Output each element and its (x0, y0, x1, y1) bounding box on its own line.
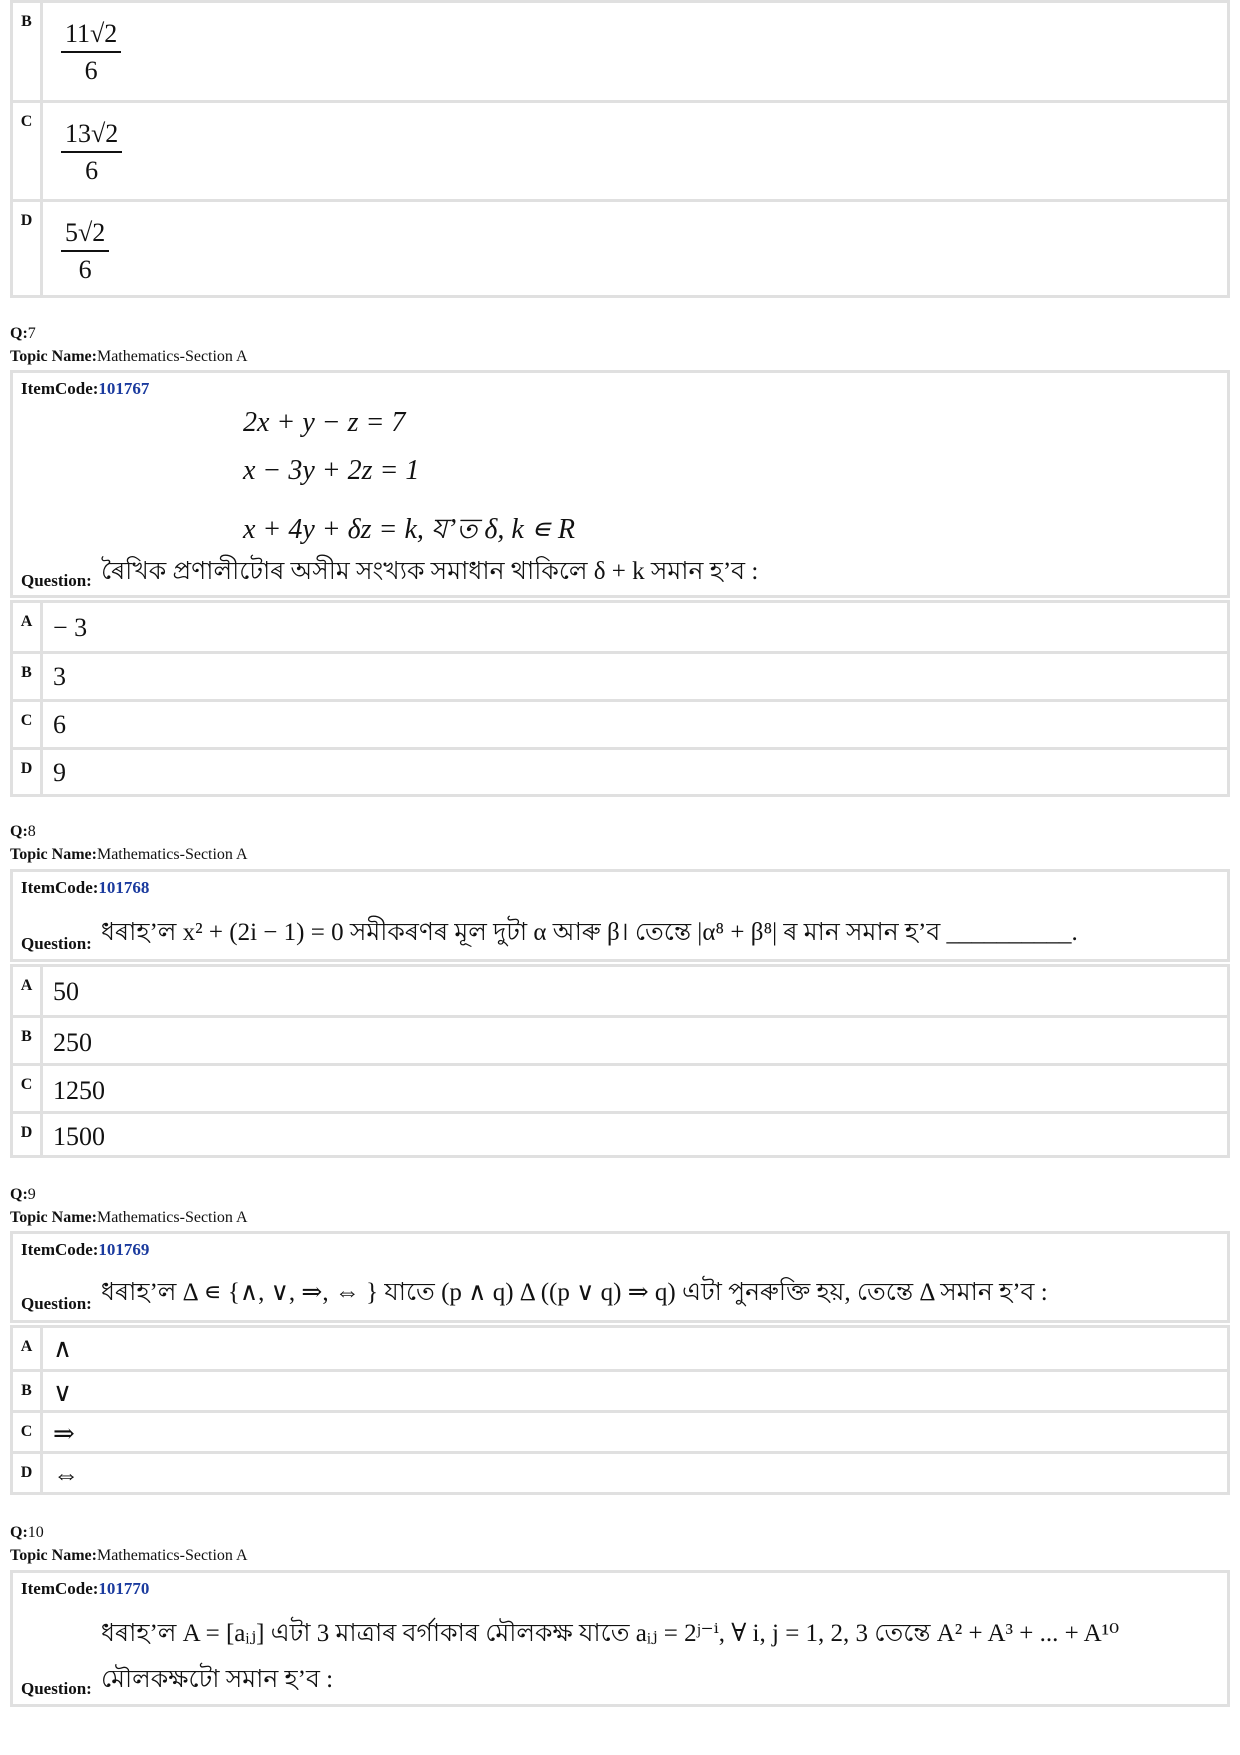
q6-option-d[interactable] (13, 199, 1227, 295)
option-b[interactable] (13, 1015, 1227, 1063)
topic-name: Topic Name:Mathematics-Section A (10, 1209, 248, 1226)
option-c[interactable] (13, 1410, 1227, 1451)
question-text-line-1: ধৰাহ’ল A = [aᵢⱼ] এটা 3 মাত্ৰাৰ বৰ্গাকাৰ মৌলকক্ষ যাতে aᵢⱼ = 2ʲ⁻ⁱ, ∀ i, j = 1, 2, 3 তেন্তে A² + A³ + ... + A¹⁰ (101, 1620, 1120, 1647)
equation-1: 2x + y − z = 7 (243, 407, 406, 438)
topic-name: Topic Name:Mathematics-Section A (10, 1547, 248, 1564)
question-text: ধৰাহ’ল x² + (2i − 1) = 0 সমীকৰণৰ মূল দুটা α আৰু β। তেন্তে |α⁸ + β⁸| ৰ মান সমান হ’ব __________. (101, 919, 1078, 946)
option-value: 1250 (53, 1076, 105, 1105)
question-label: Question: (21, 1679, 92, 1698)
option-label: A (13, 1328, 43, 1369)
question-text: ৰৈখিক প্ৰণালীটোৰ অসীম সংখ্যক সমাধান থাকিলে δ + k সমান হ’ব : (101, 558, 759, 585)
option-value: ⇒ (53, 1419, 75, 1448)
option-d[interactable] (13, 1451, 1227, 1492)
option-label: D (13, 1454, 43, 1492)
q6-option-c[interactable] (13, 100, 1227, 199)
option-fraction (61, 216, 109, 288)
option-label: C (13, 702, 43, 747)
option-value: ∨ (53, 1378, 73, 1407)
option-a[interactable] (13, 1328, 1227, 1369)
option-d[interactable] (13, 1111, 1227, 1155)
option-value: 6 (53, 710, 66, 739)
option-value: 9 (53, 758, 66, 787)
item-code: ItemCode:101767 (21, 379, 150, 398)
question-number: Q:7 (10, 325, 36, 342)
q6-options-box (10, 0, 1230, 298)
option-b[interactable] (13, 1369, 1227, 1410)
topic-name: Topic Name:Mathematics-Section A (10, 348, 248, 365)
option-a[interactable] (13, 603, 1227, 651)
option-label: D (13, 1114, 43, 1155)
option-label: B (13, 1018, 43, 1063)
question-number: Q:10 (10, 1524, 44, 1541)
option-label: B (13, 654, 43, 699)
option-label: C (13, 1413, 43, 1451)
option-c[interactable] (13, 1063, 1227, 1111)
q8-question-box (10, 869, 1230, 962)
option-label: A (13, 967, 43, 1015)
topic-name: Topic Name:Mathematics-Section A (10, 846, 248, 863)
fraction-numerator: 11√2 (61, 17, 121, 53)
option-c[interactable] (13, 699, 1227, 747)
option-label: C (13, 103, 43, 199)
q6-option-b[interactable] (13, 3, 1227, 100)
question-label: Question: (21, 571, 92, 590)
option-b[interactable] (13, 651, 1227, 699)
q9-options-box (10, 1325, 1230, 1495)
fraction-numerator: 13√2 (61, 117, 122, 153)
item-code: ItemCode:101768 (21, 878, 150, 897)
q9-question-box (10, 1231, 1230, 1323)
question-text: ধৰাহ’ল Δ ∊ {∧, ∨, ⇒, ⇔ } যাতে (p ∧ q) Δ ((p ∨ q) ⇒ q) এটা পুনৰুক্তি হয়, তেন্তে Δ সমান হ’ব : (101, 1279, 1048, 1306)
question-label: Question: (21, 934, 92, 953)
question-number: Q:9 (10, 1186, 36, 1203)
equation-2: x − 3y + 2z = 1 (243, 455, 420, 486)
option-fraction (61, 117, 122, 189)
option-value: 50 (53, 977, 79, 1006)
fraction-denominator: 6 (85, 156, 99, 185)
equation-3: x + 4y + δz = k, য’ত δ, k ∊ R (243, 514, 575, 545)
option-label: D (13, 202, 43, 295)
item-code: ItemCode:101769 (21, 1240, 150, 1259)
q7-question-box (10, 370, 1230, 598)
option-label: B (13, 3, 43, 100)
question-label: Question: (21, 1294, 92, 1313)
option-value: 250 (53, 1028, 92, 1057)
q7-options-box (10, 600, 1230, 797)
option-d[interactable] (13, 747, 1227, 794)
fraction-numerator: 5√2 (61, 216, 109, 252)
option-value: 1500 (53, 1122, 105, 1151)
question-number: Q:8 (10, 823, 36, 840)
item-code: ItemCode:101770 (21, 1579, 150, 1598)
option-label: D (13, 750, 43, 794)
question-text-line-2: মৌলকক্ষটো সমান হ’ব : (101, 1666, 334, 1693)
fraction-denominator: 6 (78, 255, 92, 284)
option-a[interactable] (13, 967, 1227, 1015)
q10-question-box (10, 1570, 1230, 1707)
q8-options-box (10, 964, 1230, 1158)
option-value: − 3 (53, 613, 88, 642)
option-fraction (61, 17, 121, 89)
option-label: A (13, 603, 43, 651)
option-value: ⇔ (53, 1460, 79, 1489)
option-label: C (13, 1066, 43, 1111)
fraction-denominator: 6 (84, 56, 98, 85)
option-label: B (13, 1372, 43, 1410)
option-value: 3 (53, 662, 66, 691)
option-value: ∧ (53, 1334, 73, 1363)
